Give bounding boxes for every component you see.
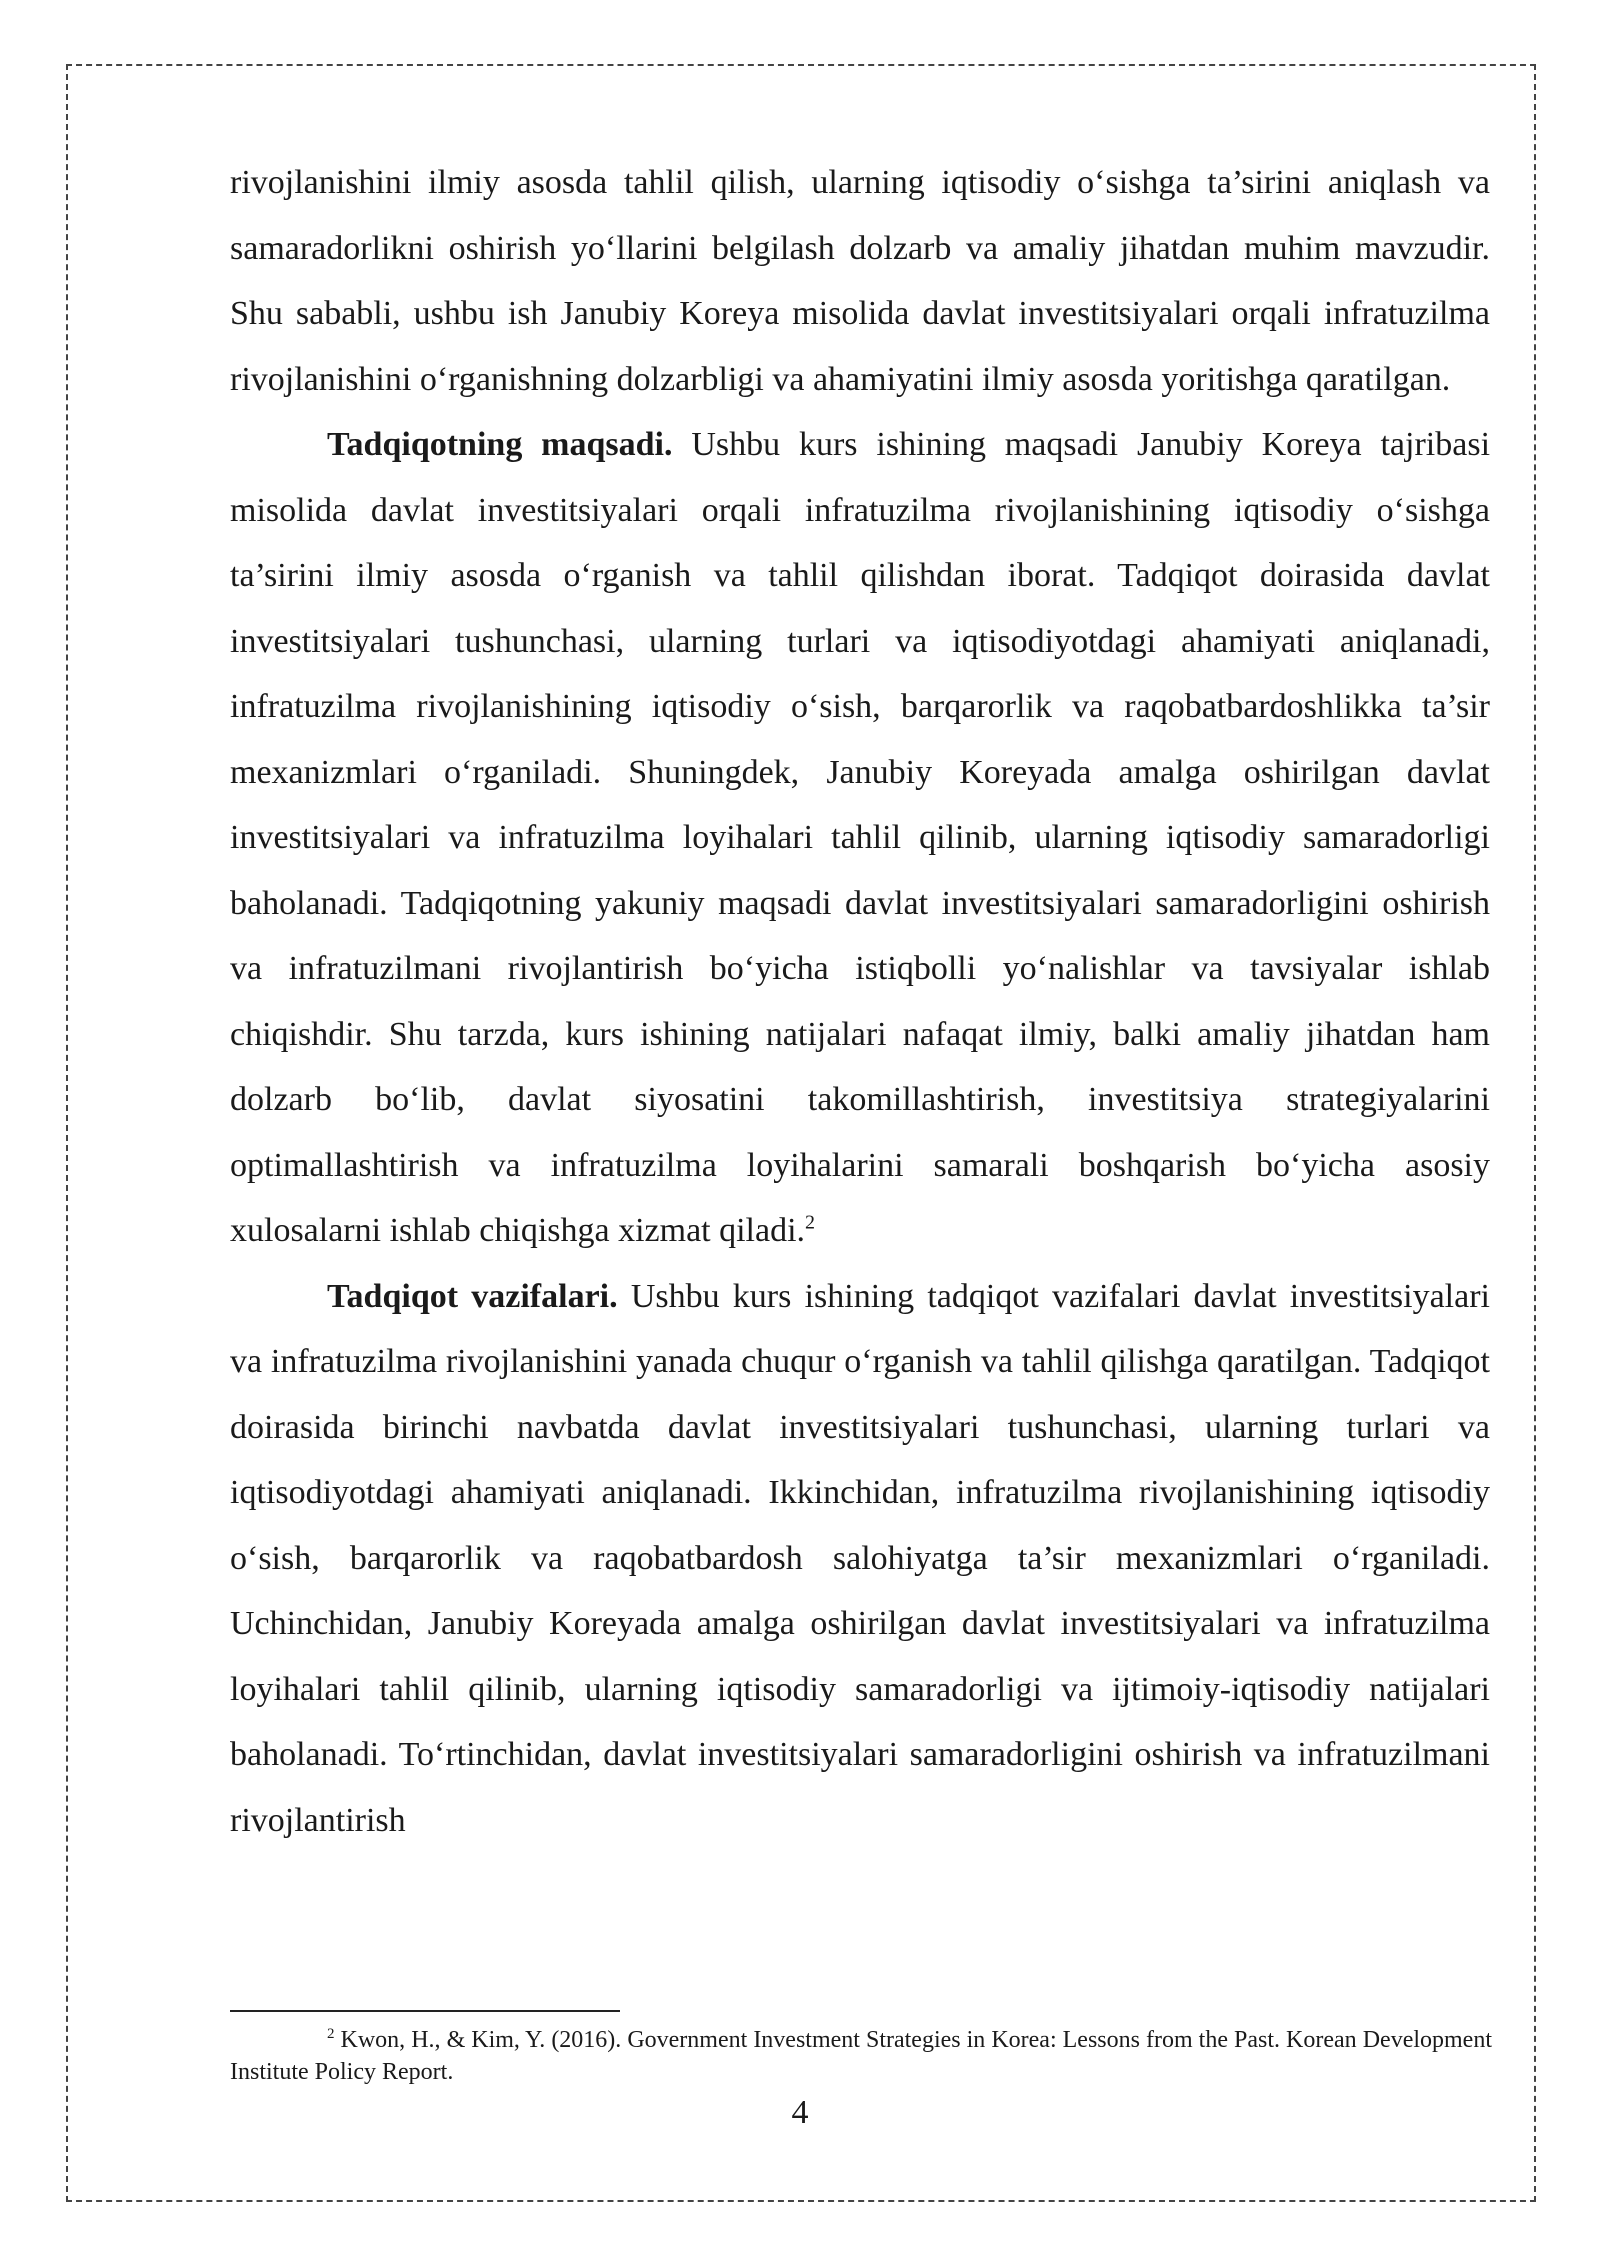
footnote — [230, 2024, 1492, 2088]
paragraph-research-goal — [230, 412, 1490, 1264]
research-tasks-text: Ushbu kurs ishining tadqiqot vazifalari davlat investitsiyalari va infratuzilma rivojlanishini yanada chuqur o‘rganish va tahlil qilishga qaratilgan. Tadqiqot doirasida birinchi navbatda davlat investitsiyalari tushunchasi, ularning turlari va iqtisodiyotdagi ahamiyati aniqlanadi. Ikkinchidan, infratuzilma rivojlanishining iqtisodiy o‘sish, barqarorlik va raqobatbardosh salohiyatga ta’sir mexanizmlari o‘rganiladi. Uchinchidan, Janubiy Koreyada amalga oshirilgan davlat investitsiyalari va infratuzilma loyihalari tahlil qilinib, ularning iqtisodiy samaradorligi va ijtimoiy-iqtisodiy natijalari baholanadi. To‘rtinchidan, davlat investitsiyalari samaradorligini oshirish va infratuzilmani rivojlantirish — [230, 1277, 1490, 1839]
paragraph-research-tasks — [230, 1264, 1490, 1854]
heading-research-goal: Tadqiqotning maqsadi. — [327, 426, 673, 463]
footnote-separator — [230, 2010, 620, 2012]
footnote-text: Kwon, H., & Kim, Y. (2016). Government Investment Strategies in Korea: Lessons from the Past. Korean Development Institute Policy Report. — [230, 2027, 1492, 2085]
footnote-reference[interactable]: 2 — [805, 1211, 816, 1234]
research-goal-text: Ushbu kurs ishining maqsadi Janubiy Koreya tajribasi misolida davlat investitsiyalari orqali infratuzilma rivojlanishining iqtisodiy o‘sishga ta’sirini ilmiy asosda o‘rganish va tahlil qilishdan iborat. Tadqiqot doirasida davlat investitsiyalari tushunchasi, ularning turlari va iqtisodiyotdagi ahamiyati aniqlanadi, infratuzilma rivojlanishining iqtisodiy o‘sish, barqarorlik va raqobatbardoshlikka ta’sir mexanizmlari o‘rganiladi. Shuningdek, Janubiy Koreyada amalga oshirilgan davlat investitsiyalari va infratuzilma loyihalari tahlil qilinib, ularning iqtisodiy samaradorligi baholanadi. Tadqiqotning yakuniy maqsadi davlat investitsiyalari samaradorligini oshirish va infratuzilmani rivojlantirish bo‘yicha istiqbolli yo‘nalishlar va tavsiyalar ishlab chiqishdir. Shu tarzda, kurs ishining natijalari nafaqat ilmiy, balki amaliy jihatdan ham dolzarb bo‘lib, davlat siyosatini takomillashtirish, investitsiya strategiyalarini optimallashtirish va infratuzilma loyihalarini samarali boshqarish bo‘yicha asosiy xulosalarni ishlab chiqishga xizmat qiladi. — [230, 426, 1491, 1249]
paragraph-intro-continuation: rivojlanishini ilmiy asosda tahlil qilish, ularning iqtisodiy o‘sishga ta’sirini aniqlash va samaradorlikni oshirish yo‘llarini belgilash dolzarb va amaliy jihatdan muhim mavzudir. Shu sababli, ushbu ish Janubiy Koreya misolida davlat investitsiyalari orqali infratuzilma rivojlanishini o‘rganishning dolzarbligi va ahamiyatini ilmiy asosda yoritishga qaratilgan. — [230, 164, 1490, 398]
footnote-number: 2 — [327, 2026, 335, 2042]
heading-research-tasks: Tadqiqot vazifalari. — [327, 1277, 618, 1315]
document-body — [230, 150, 1490, 1853]
page-number: 4 — [791, 2094, 809, 2131]
